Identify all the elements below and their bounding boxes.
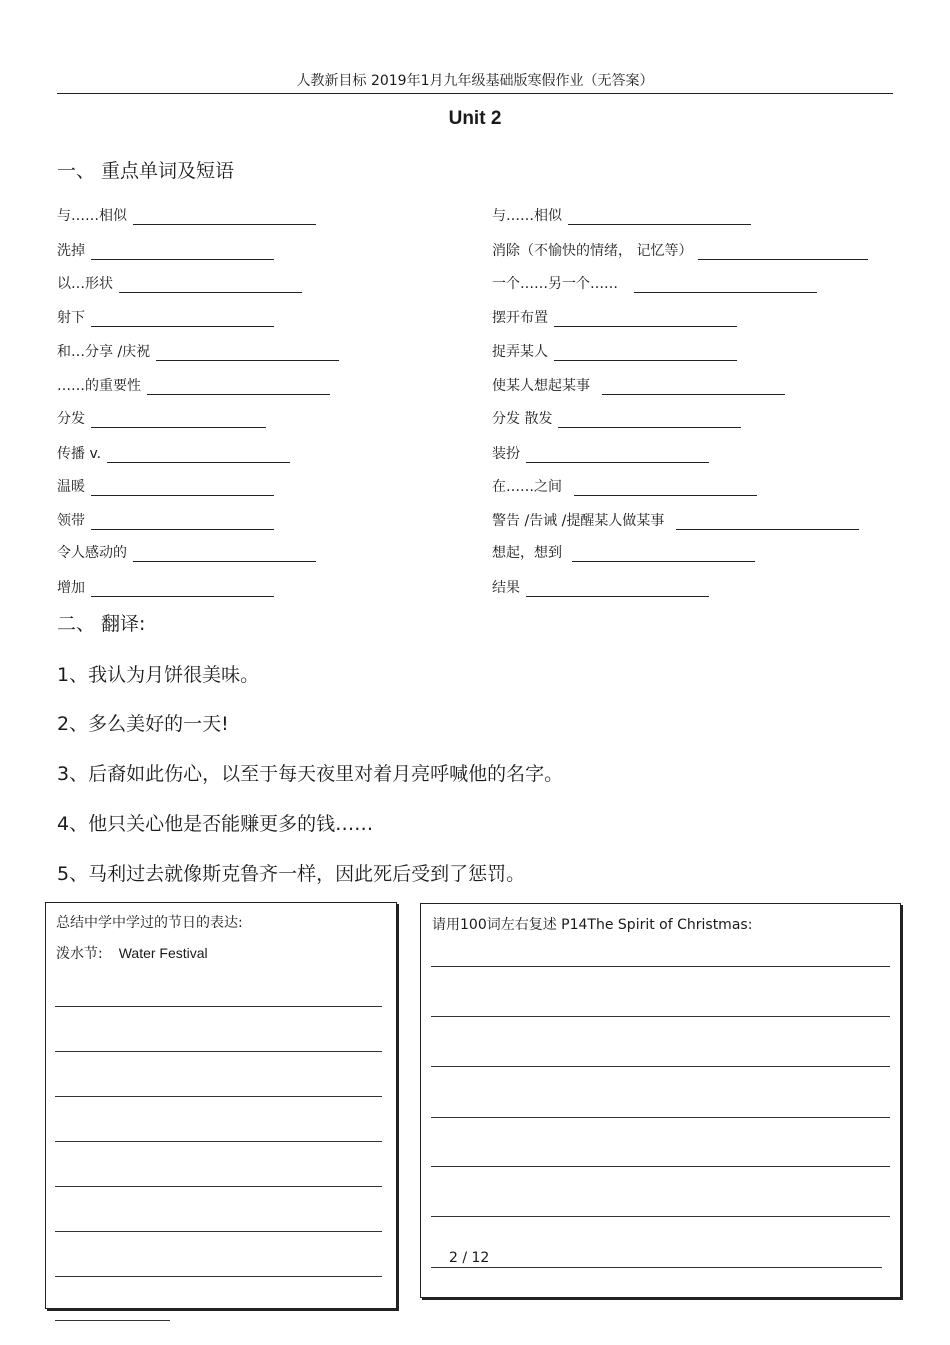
vocab-item: 分发 散发 [492, 408, 741, 428]
vocab-item: 使某人想起某事 [492, 375, 785, 395]
answer-blank[interactable] [572, 547, 755, 562]
answer-blank[interactable] [526, 448, 709, 463]
writing-line[interactable] [55, 1096, 382, 1097]
answer-blank[interactable] [568, 210, 751, 225]
answer-blank[interactable] [698, 245, 868, 260]
translation-sentence: 2、多么美好的一天! [57, 713, 229, 735]
answer-blank[interactable] [526, 582, 709, 597]
vocab-item: 装扮 [492, 443, 709, 463]
section2-title: 二、 翻译: [57, 613, 146, 635]
writing-line[interactable] [431, 1166, 890, 1167]
writing-line[interactable] [55, 1320, 170, 1321]
vocab-item: ……的重要性 [57, 375, 330, 395]
translation-sentence: 1、我认为月饼很美味。 [57, 664, 260, 686]
writing-line[interactable] [431, 1016, 890, 1017]
answer-blank[interactable] [554, 346, 737, 361]
vocab-item: 摆开布置 [492, 307, 737, 327]
answer-blank[interactable] [634, 278, 817, 293]
answer-blank[interactable] [91, 413, 266, 428]
writing-line[interactable] [431, 966, 890, 967]
header-rule [57, 93, 893, 94]
translation-sentence: 4、他只关心他是否能赚更多的钱…… [57, 813, 374, 835]
retell-box [420, 903, 901, 1298]
answer-blank[interactable] [91, 312, 274, 327]
vocab-item: 分发 [57, 408, 266, 428]
answer-blank[interactable] [107, 448, 290, 463]
vocab-item: 洗掉 [57, 240, 274, 260]
vocab-item: 温暖 [57, 476, 274, 496]
answer-blank[interactable] [119, 278, 302, 293]
answer-blank[interactable] [147, 380, 330, 395]
festival-prompt: 总结中学中学过的节日的表达: [56, 915, 243, 931]
vocab-item: 与……相似 [492, 205, 751, 225]
vocab-item: 一个……另一个…… [492, 273, 817, 293]
writing-line[interactable] [431, 1216, 890, 1217]
vocab-item: 领带 [57, 510, 274, 530]
vocab-item: 警告 /告诫 /提醒某人做某事 [492, 510, 859, 530]
unit-title: Unit 2 [448, 108, 502, 129]
writing-line[interactable] [55, 1231, 382, 1232]
vocab-item: 消除（不愉快的情绪， 记忆等） [492, 240, 868, 260]
document-header: 人教新目标 2019年1月九年级基础版寒假作业（无答案） [296, 73, 654, 89]
vocab-item: 结果 [492, 577, 709, 597]
vocab-item: 射下 [57, 307, 274, 327]
answer-blank[interactable] [156, 346, 339, 361]
vocab-item: 和…分享 /庆祝 [57, 341, 339, 361]
answer-blank[interactable] [602, 380, 785, 395]
vocab-item: 与……相似 [57, 205, 316, 225]
writing-line[interactable] [431, 1267, 882, 1268]
translation-sentence: 5、马利过去就像斯克鲁齐一样，因此死后受到了惩罚。 [57, 863, 526, 885]
festival-summary-box [45, 902, 397, 1309]
answer-blank[interactable] [133, 210, 316, 225]
answer-blank[interactable] [91, 582, 274, 597]
answer-blank[interactable] [133, 547, 316, 562]
writing-line[interactable] [431, 1117, 890, 1118]
writing-line[interactable] [55, 1006, 382, 1007]
page-number: 2 / 12 [449, 1250, 490, 1266]
answer-blank[interactable] [676, 515, 859, 530]
vocab-item: 在……之间 [492, 476, 757, 496]
answer-blank[interactable] [574, 481, 757, 496]
answer-blank[interactable] [91, 481, 274, 496]
vocab-item: 增加 [57, 577, 274, 597]
vocab-item: 令人感动的 [57, 542, 316, 562]
translation-sentence: 3、后裔如此伤心，以至于每天夜里对着月亮呼喊他的名字。 [57, 763, 564, 785]
writing-line[interactable] [55, 1051, 382, 1052]
writing-line[interactable] [55, 1141, 382, 1142]
festival-example: 泼水节: Water Festival [56, 945, 208, 962]
writing-line[interactable] [55, 1186, 382, 1187]
answer-blank[interactable] [554, 312, 737, 327]
answer-blank[interactable] [91, 515, 274, 530]
vocab-item: 传播 v. [57, 443, 290, 463]
vocab-item: 以…形状 [57, 273, 302, 293]
answer-blank[interactable] [91, 245, 274, 260]
answer-blank[interactable] [558, 413, 741, 428]
vocab-item: 想起，想到 [492, 542, 755, 562]
section1-title: 一、 重点单词及短语 [57, 160, 235, 182]
vocab-item: 捉弄某人 [492, 341, 737, 361]
retell-prompt: 请用100词左右复述 P14The Spirit of Christmas: [432, 917, 753, 933]
writing-line[interactable] [55, 1276, 382, 1277]
writing-line[interactable] [431, 1066, 890, 1067]
